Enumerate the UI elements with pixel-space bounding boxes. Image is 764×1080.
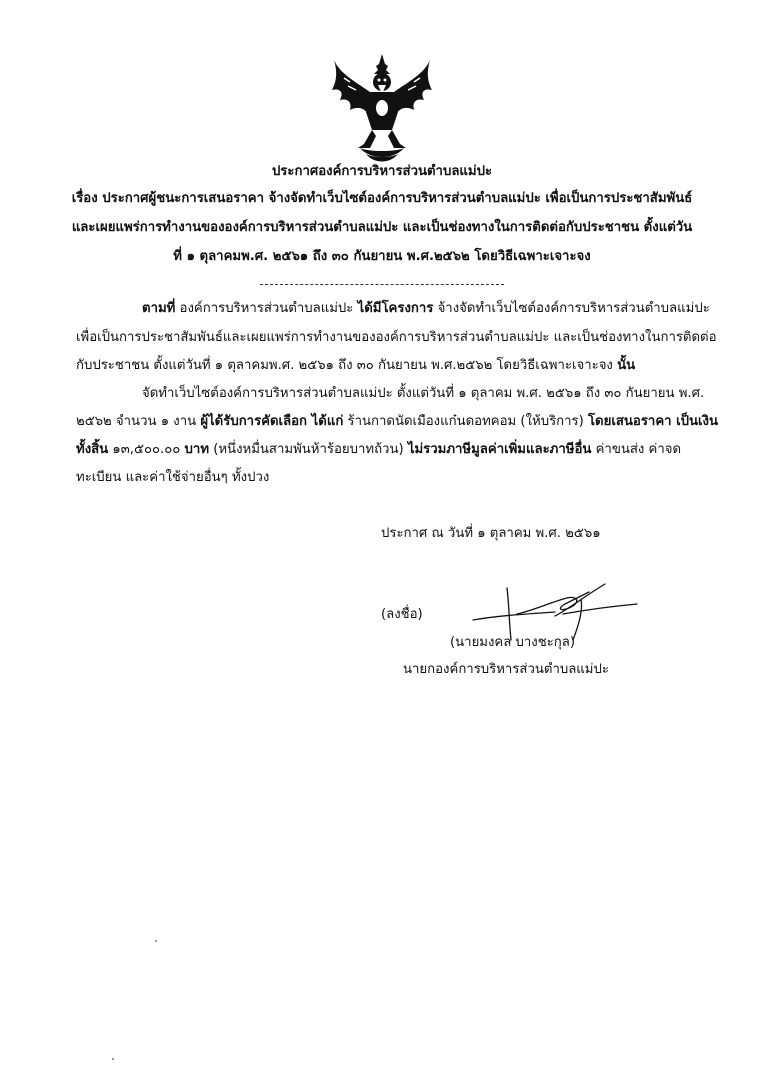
text-bold: โดยเสนอราคา เป็นเงิน [587, 414, 718, 429]
signer-name: (นายมงคล บางชะกุล) [450, 635, 575, 650]
text-bold: บาท [184, 442, 210, 457]
text-run: กับประชาชน ตั้งแต่วันที่ ๑ ตุลาคมพ.ศ. ๒๕๖๑ ถึง ๓๐ กันยายน พ.ศ.๒๕๖๒ โดยวิธีเฉพาะเจาะจง [76, 358, 618, 373]
text-bold: ตามที่ [142, 301, 176, 316]
subject-line-2: และเผยแพร่การทำงานขององค์การบริหารส่วนตำบลแม่ปะ และเป็นช่องทางในการติดต่อกับประชาชน ตั้งแต่วัน [71, 220, 693, 235]
paragraph-2-line-4: ทะเบียน และค่าใช้จ่ายอื่นๆ ทั้งปวง [76, 470, 270, 485]
subject-line-1: เรื่อง ประกาศผู้ชนะการเสนอราคา จ้างจัดทำเว็บไซต์องค์การบริหารส่วนตำบลแม่ปะ เพื่อเป็นการประชาสัมพันธ์ [71, 191, 693, 206]
paragraph-2-line-2 [76, 413, 718, 431]
text-run: จ้างจัดทำเว็บไซต์องค์การบริหารส่วนตำบลแม่ปะ [433, 301, 710, 316]
org-title: ประกาศองค์การบริหารส่วนตำบลแม่ปะ [271, 164, 493, 179]
divider [260, 284, 504, 285]
scan-speck [155, 940, 157, 942]
text-run: ๒๕๖๒ จำนวน ๑ งาน [76, 414, 201, 429]
scan-speck [112, 1058, 114, 1060]
paragraph-2-line-3 [76, 441, 681, 459]
garuda-emblem-icon [330, 52, 434, 164]
text-bold: ผู้ได้รับการคัดเลือก ได้แก่ [200, 414, 344, 429]
paragraph-1-line-2: เพื่อเป็นการประชาสัมพันธ์และเผยแพร่การทำงานขององค์การบริหารส่วนตำบลแม่ปะ และเป็นช่องทางในการติดต่อ [76, 330, 717, 345]
text-bold: ไม่รวมภาษีมูลค่าเพิ่มและภาษีอื่น [407, 442, 592, 457]
text-run: ๑๓,๕๐๐.๐๐ [108, 442, 185, 457]
text-bold: ได้มีโครงการ [357, 301, 434, 316]
text-run: องค์การบริหารส่วนตำบลแม่ปะ [175, 301, 358, 316]
text-bold: นั้น [617, 358, 636, 373]
text-run: ค่าขนส่ง ค่าจด [591, 442, 682, 457]
text-bold: ทั้งสิ้น [76, 442, 109, 457]
text-run: ร้านกาดนัดเมืองแก๋นดอทคอม (ให้บริการ) [343, 414, 588, 429]
sign-label: (ลงชื่อ) [381, 607, 423, 622]
paragraph-1-line-3 [76, 357, 635, 375]
text-run: (หนึ่งหมื่นสามพันห้าร้อยบาทถ้วน) [209, 442, 408, 457]
subject-line-3: ที่ ๑ ตุลาคมพ.ศ. ๒๕๖๑ ถึง ๓๐ กันยายน พ.ศ.๒๕๖๒ โดยวิธีเฉพาะเจาะจง [173, 249, 591, 264]
paragraph-1-line-1 [142, 300, 710, 318]
paragraph-2-line-1: จัดทำเว็บไซต์องค์การบริหารส่วนตำบลแม่ปะ ตั้งแต่วันที่ ๑ ตุลาคม พ.ศ. ๒๕๖๑ ถึง ๓๐ กันยายน พ.ศ. [142, 386, 705, 401]
signer-title: นายกองค์การบริหารส่วนตำบลแม่ปะ [403, 662, 609, 677]
announce-date: ประกาศ ณ วันที่ ๑ ตุลาคม พ.ศ. ๒๕๖๑ [381, 526, 601, 541]
